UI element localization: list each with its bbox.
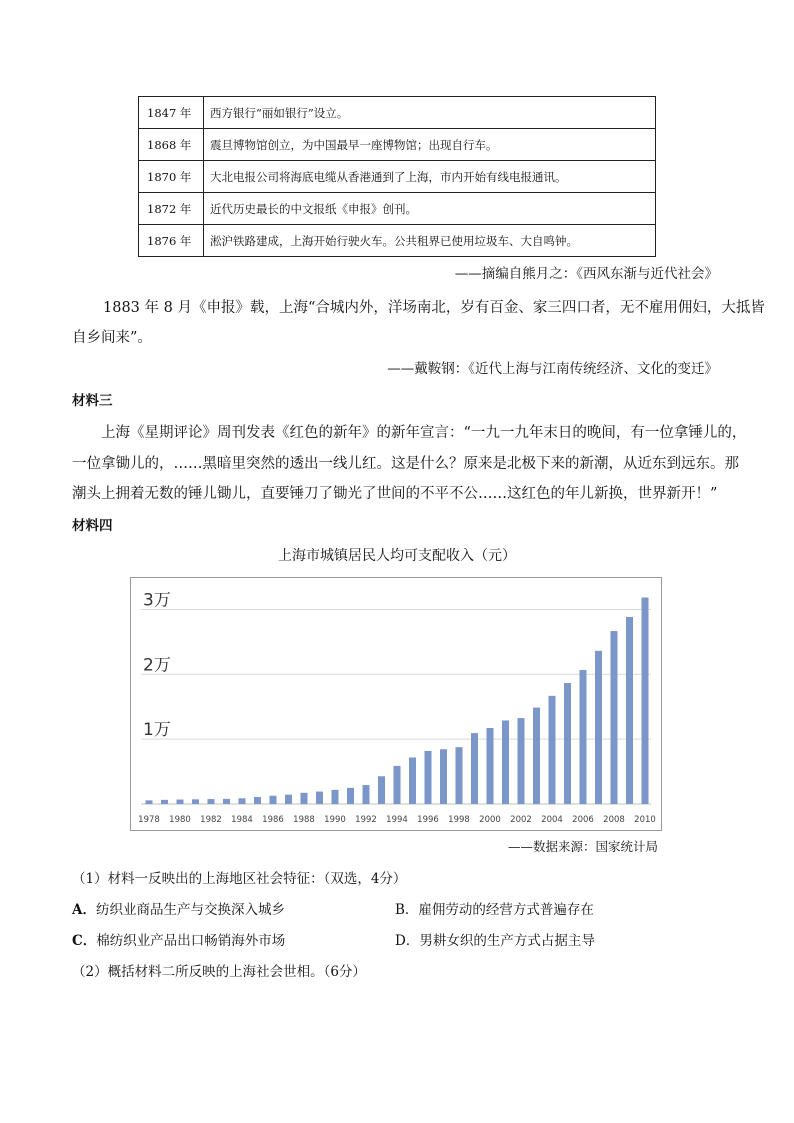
x-tick-label: 1982 bbox=[200, 815, 222, 825]
option-c-text: 棉纺织业产品出口畅销海外市场 bbox=[96, 933, 286, 949]
question-1: （1）材料一反映出的上海地区社会特征：（双选，4分） bbox=[72, 871, 407, 887]
option-d-text: 男耕女织的生产方式占据主导 bbox=[419, 933, 595, 949]
table-row bbox=[139, 161, 656, 193]
x-tick-label: 1996 bbox=[417, 815, 439, 825]
bar-1991 bbox=[347, 788, 354, 804]
bar-2008 bbox=[611, 631, 618, 804]
option-b-text: 雇佣劳动的经营方式普遍存在 bbox=[418, 902, 594, 918]
bar-1979 bbox=[161, 800, 168, 804]
bar-1993 bbox=[378, 776, 385, 804]
material2-source: ——戴鞍钢：《近代上海与江南传统经济、文化的变迁》 bbox=[387, 361, 718, 377]
x-tick-label: 1998 bbox=[448, 815, 470, 825]
bar-1988 bbox=[301, 793, 308, 804]
bar-1978 bbox=[146, 800, 153, 804]
x-tick-label: 2004 bbox=[541, 815, 563, 825]
table-source: ——摘编自熊月之：《西风东渐与近代社会》 bbox=[454, 266, 718, 282]
y-tick-label: 3万 bbox=[143, 590, 171, 611]
bar-1996 bbox=[425, 751, 432, 804]
material3-line2: 一位拿锄儿的，……黑暗里突然的透出一线儿红。这是什么？原来是北极下来的新潮，从近东到远东。那 bbox=[72, 456, 739, 472]
bar-1994 bbox=[394, 766, 401, 804]
table-event-cell: 大北电报公司将海底电缆从香港通到了上海，市内开始有线电报通讯。 bbox=[204, 161, 656, 193]
material3-line1: 上海《星期评论》周刊发表《红色的新年》的新年宣言：“一九一九年末日的晚间，有一位拿锤儿的， bbox=[101, 425, 747, 441]
bar-1981 bbox=[192, 799, 199, 804]
x-tick-label: 1978 bbox=[138, 815, 160, 825]
bar-1999 bbox=[471, 733, 478, 804]
bar-2002 bbox=[518, 718, 525, 804]
table-year-cell: 1872 年 bbox=[139, 193, 204, 225]
bar-1989 bbox=[316, 792, 323, 804]
option-a-letter: A． bbox=[72, 902, 96, 918]
option-a bbox=[72, 898, 285, 918]
material4-heading: 材料四 bbox=[72, 518, 113, 534]
bar-2007 bbox=[595, 651, 602, 804]
bar-2009 bbox=[626, 617, 633, 804]
x-tick-label: 1984 bbox=[231, 815, 253, 825]
x-tick-label: 2006 bbox=[572, 815, 594, 825]
x-tick-label: 1994 bbox=[386, 815, 408, 825]
option-d bbox=[395, 929, 595, 949]
option-d-letter: D． bbox=[395, 933, 420, 949]
table-event-cell: 西方银行“丽如银行”设立。 bbox=[204, 97, 656, 129]
x-tick-label: 1980 bbox=[169, 815, 191, 825]
material2-line1: 1883 年 8 月《申报》载，上海“合城内外，洋场南北，岁有百金、家三四口者，无不雇用佣妇，大抵皆 bbox=[103, 300, 765, 316]
x-tick-label: 1992 bbox=[355, 815, 377, 825]
table-event-cell: 近代历史最长的中文报纸《申报》创刊。 bbox=[204, 193, 656, 225]
x-tick-label: 2002 bbox=[510, 815, 532, 825]
table-year-cell: 1847 年 bbox=[139, 97, 204, 129]
option-b bbox=[395, 898, 594, 918]
option-c bbox=[72, 929, 285, 949]
bar-1990 bbox=[332, 790, 339, 804]
bar-2003 bbox=[533, 708, 540, 804]
chart-title: 上海市城镇居民人均可支配收入（元） bbox=[278, 548, 516, 564]
table-event-cell: 震旦博物馆创立，为中国最早一座博物馆；出现自行车。 bbox=[204, 129, 656, 161]
table-row bbox=[139, 97, 656, 129]
bar-1995 bbox=[409, 758, 416, 805]
bar-1992 bbox=[363, 785, 370, 804]
x-tick-label: 1986 bbox=[262, 815, 284, 825]
table-event-cell: 淞沪铁路建成，上海开始行驶火车。公共租界已使用垃圾车、大自鸣钟。 bbox=[204, 225, 656, 257]
bar-1980 bbox=[177, 800, 184, 804]
question-2: （2）概括材料二所反映的上海社会世相。（6分） bbox=[72, 964, 366, 980]
timeline-table bbox=[138, 96, 656, 257]
income-chart-svg bbox=[131, 578, 661, 830]
x-tick-label: 2008 bbox=[603, 815, 625, 825]
table-year-cell: 1870 年 bbox=[139, 161, 204, 193]
material3-heading: 材料三 bbox=[72, 393, 113, 409]
bar-1982 bbox=[208, 799, 215, 804]
material3-line3: 潮头上拥着无数的锤儿锄儿，直要锤刀了锄光了世间的不平不公……这红色的年儿新换，世界新开！” bbox=[72, 486, 718, 502]
bar-2006 bbox=[580, 670, 587, 804]
x-tick-label: 2010 bbox=[634, 815, 656, 825]
material2-line2: 自乡间来”。 bbox=[72, 330, 152, 346]
bar-1984 bbox=[239, 798, 246, 804]
bar-2010 bbox=[642, 598, 649, 804]
bar-1986 bbox=[270, 796, 277, 804]
y-tick-label: 2万 bbox=[143, 655, 171, 676]
bar-1987 bbox=[285, 795, 292, 804]
table-row bbox=[139, 193, 656, 225]
bar-2000 bbox=[487, 728, 494, 804]
option-a-text: 纺织业商品生产与交换深入城乡 bbox=[95, 902, 285, 918]
bar-2004 bbox=[549, 696, 556, 804]
bar-1985 bbox=[254, 797, 261, 804]
income-chart bbox=[130, 577, 662, 831]
x-tick-label: 2000 bbox=[479, 815, 501, 825]
option-c-letter: C． bbox=[72, 933, 97, 949]
chart-source: ——数据来源：国家统计局 bbox=[507, 839, 658, 854]
bar-1997 bbox=[440, 749, 447, 804]
table-row bbox=[139, 129, 656, 161]
table-row bbox=[139, 225, 656, 257]
x-tick-label: 1988 bbox=[293, 815, 315, 825]
option-b-letter: B． bbox=[395, 902, 419, 918]
y-tick-label: 1万 bbox=[143, 720, 171, 741]
x-tick-label: 1990 bbox=[324, 815, 346, 825]
bar-1983 bbox=[223, 799, 230, 804]
bar-1998 bbox=[456, 747, 463, 804]
bar-2001 bbox=[502, 720, 509, 804]
table-year-cell: 1876 年 bbox=[139, 225, 204, 257]
bar-2005 bbox=[564, 683, 571, 804]
table-year-cell: 1868 年 bbox=[139, 129, 204, 161]
